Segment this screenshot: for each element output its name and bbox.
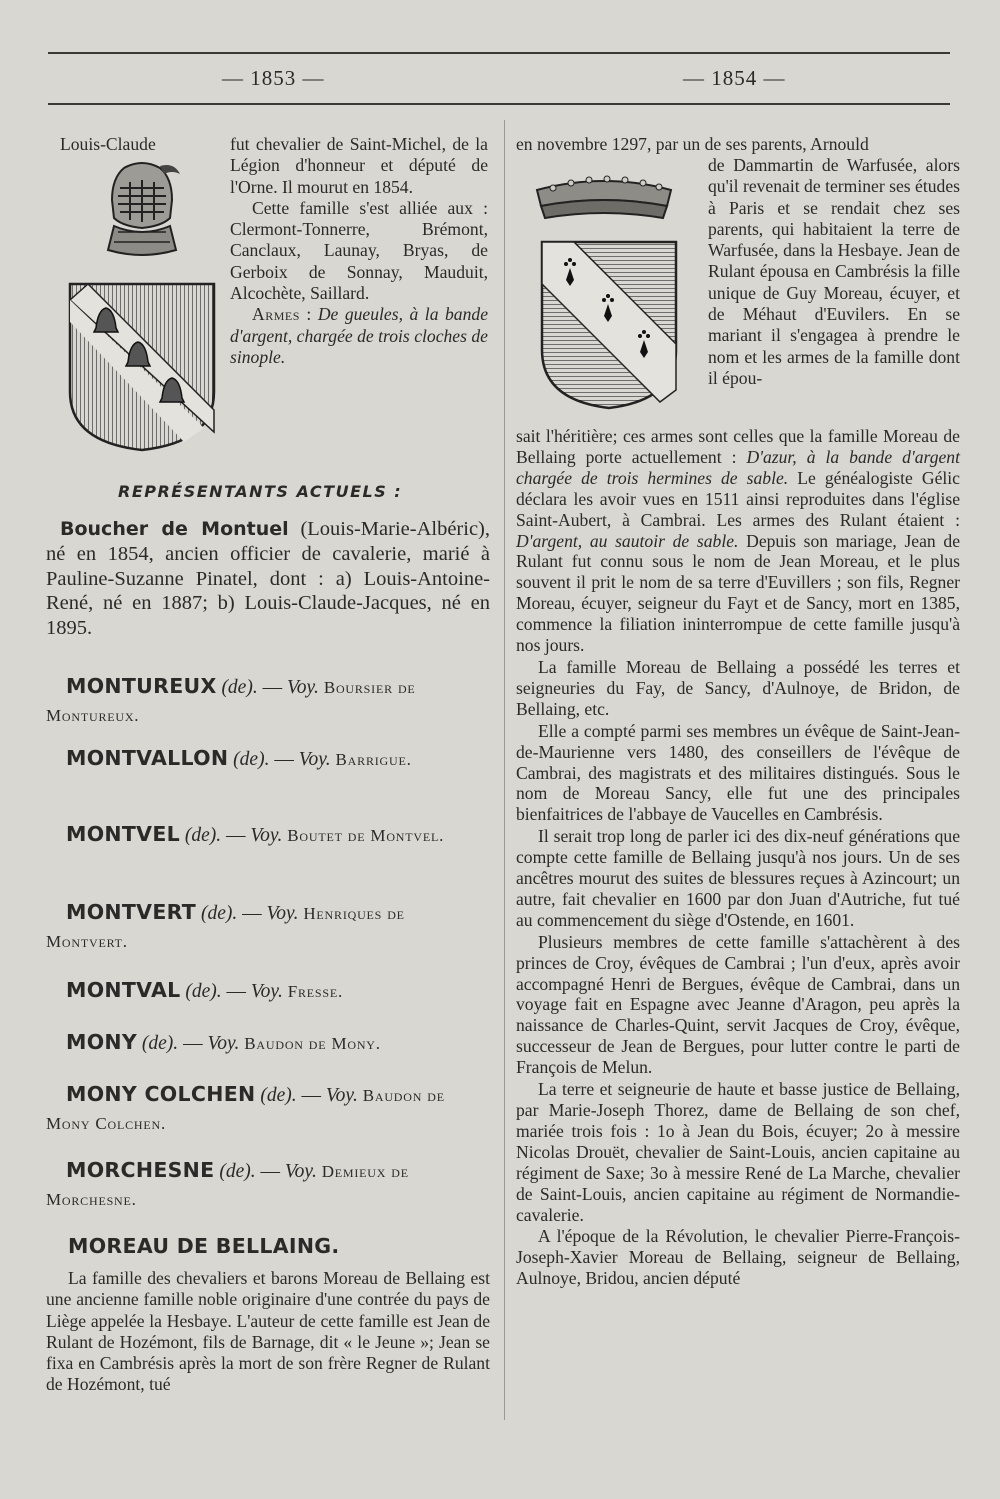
representatives-title: REPRÉSENTANTS ACTUELS : (118, 482, 403, 501)
entry-see: Voy. (250, 981, 283, 1002)
entry-particle: (de). (233, 749, 270, 770)
members-paragraph: Elle a compté parmi ses membres un évêque de Saint-Jean-de-Maurienne vers 1480, des conseillers de l'évêque de Cambrai, des magistrats et des militaires distingués. Sous le nom de Moreau Sancy, elle fut une des principales bienfaitrices de l'abbaye de Vaucelles en Cambrésis. (516, 720, 960, 825)
entry-montvel: MONTVEL (de). — Voy. Boutet de Montvel. (66, 822, 445, 846)
top-rule (48, 52, 950, 54)
entry-particle: (de). (260, 1085, 297, 1106)
representative-name: Boucher de Montuel (60, 518, 289, 540)
entry-montvallon: MONTVALLON (de). — Voy. Barrigue. (66, 746, 412, 770)
entry-reference: Baudon de Mony Colchen. (46, 1086, 445, 1133)
alliances-paragraph: Cette famille s'est alliée aux : Clermont-Tonnerre, Brémont, Canclaux, Launay, Bryas, de Gerboix de Sonnay, Mauduit, Alcochète, Saillard. (230, 197, 488, 304)
text-run: sait l'héritière; ces armes sont celles que la famille Moreau de Bellaing porte actuellement : (516, 426, 960, 467)
helmet-icon (102, 160, 182, 260)
generations-paragraph: Il serait trop long de parler ici des dix-neuf générations que compte cette famille de Bellaing jusqu'à nos jours. Un de ses ancêtres mourut des suites de blessures reçues à Azincourt; un autre, fait chevalier en 1600 par don Juan d'Autriche, fut tué au commencement du siège d'Ostende, en 1601. (516, 826, 960, 930)
entry-see: Voy. (284, 1161, 317, 1182)
coat-of-arms-bells-icon (68, 282, 216, 452)
entry-headword: MONY COLCHEN (66, 1082, 256, 1106)
entry-headword: MONTVALLON (66, 746, 229, 770)
entry-particle: (de). (221, 677, 258, 698)
entry-particle: (de). (200, 903, 238, 924)
entry-particle: (de). (185, 981, 222, 1002)
entry-reference: Barrigue. (335, 750, 412, 769)
right-body (516, 426, 960, 1290)
entry-see: Voy. (207, 1033, 240, 1054)
entry-montvert: MONTVERT (de). — Voy. Henriques de Montvert. (46, 900, 405, 951)
entry-reference: Fresse. (287, 982, 344, 1001)
arms-blazon: De gueules, à la bande d'argent, chargée de trois cloches de sinople. (230, 304, 488, 367)
entry-montureux: MONTUREUX (de). — Voy. Boursier de Montureux. (46, 674, 416, 725)
text-run: Le généalogiste Gélic déclara les avoir vues en 1511 ainsi reproduites dans l'église Saint-Aubert, à Cambrai. Les armes des Rulant étaient : (516, 467, 960, 530)
entry-headword: MORCHESNE (66, 1158, 215, 1182)
right-first-line: en novembre 1297, par un de ses parents, Arnould (516, 134, 869, 154)
entry-montval: MONTVAL (de). — Voy. Fresse. (66, 978, 344, 1002)
representative-entry (46, 517, 490, 641)
arms-label: Armes (252, 304, 300, 325)
entry-mony-colchen: MONY COLCHEN (de). — Voy. Baudon de Mony Colchen. (46, 1082, 445, 1133)
moreau-intro: La famille des chevaliers et barons Moreau de Bellaing est une ancienne famille noble originaire d'une contrée du pays de Liège appelée la Hesbaye. L'auteur de cette famille est Jean de Rulant de Hozémont, fils de Barnage, dit « le Jeune »; Jean se fixa en Cambrésis après la mort de son frère Regner de Rulant de Hozémont, tué (46, 1268, 490, 1395)
lands-paragraph: La famille Moreau de Bellaing a possédé les terres et seigneuries du Fay, de Sancy, d'Aulnoye, de Bridon, de Bellaing, etc. (516, 656, 960, 719)
revolution-paragraph: A l'époque de la Révolution, le chevalier Pierre-François-Joseph-Xavier Moreau de Bellaing, seigneur de Bellaing, Aulnoye, Bridou, ancien député (516, 1226, 960, 1289)
entry-see: Voy. (298, 749, 331, 770)
section-title: MOREAU DE BELLAING. (68, 1234, 340, 1258)
entry-particle: (de). (219, 1161, 256, 1182)
right-wrap-paragraph: de Dammartin de Warfusée, alors qu'il revenait de terminer ses études à Paris et se rendait chez ses parents, qui habitaient la terre de Warfusée, dans la Hesbaye. Jean de Rulant épousa en Cambrésis la fille unique de Guy Moreau, écuyer, et de Méhaut d'Euvilers. En se mariant il s'engagea à prendre le nom et les armes de la famille dont il épou- (708, 155, 960, 388)
text-run: Depuis son mariage, Jean de Rulant fut connu sous le nom de Jean Moreau, et le plus souvent il prit le nom de sa terre d'Euvillers ; son fils, Regner Moreau, écuyer, seigneur du Fayt et de Sancy, mort en 1385, commence la filiation ininterrompue de cette famille jusqu'à nos jours. (516, 530, 960, 656)
entry-particle: (de). (184, 825, 222, 846)
entry-see: Voy. (266, 903, 299, 924)
croy-paragraph: Plusieurs membres de cette famille s'attachèrent à des princes de Croy, évêques de Cambrai ; l'un d'eux, après avoir accompagné Henri de Bergues, évêque de Cambrai, dans un voyage fait en Espagne avec Jeanne d'Aragon, peu après la naissance de Charles-Quint, servit Jacques de Croy, évêque, successeur de Jean de Bergues, pour lutter contre le parti de François de Melun. (516, 931, 960, 1078)
entry-headword: MONTUREUX (66, 674, 217, 698)
entry-see: Voy. (325, 1085, 358, 1106)
entry-particle: (de). (141, 1033, 179, 1054)
entry-headword: MONY (66, 1030, 138, 1054)
lead-name: Louis-Claude (60, 134, 156, 154)
column-separator (504, 120, 505, 1420)
arms-history-paragraph (516, 426, 960, 656)
entry-morchesne: MORCHESNE (de). — Voy. Demieux de Morchesne. (46, 1158, 409, 1209)
intro-paragraph: fut chevalier de Saint-Michel, de la Légion d'honneur et député de l'Orne. Il mourut en 1854. (230, 134, 488, 197)
bellaing-paragraph: La terre et seigneurie de haute et basse justice de Bellaing, par Marie-Joseph Thorez, dame de Bellaing de son chef, mariée trois fois : 1o à Jean du Bois, écuyer; 2o à messire Nicolas Drouët, chevalier de Saint-Louis, ancien capitaine au régiment de Saxe; 3o à messire René de La Marche, chevalier de Saint-Louis, ancien capitaine au régiment de Normandie-cavalerie. (516, 1079, 960, 1225)
arms-blazon-rulant: D'argent, au sautoir de sable. (516, 530, 739, 551)
left-intro (230, 134, 488, 368)
entry-headword: MONTVERT (66, 900, 197, 924)
entry-reference: Henriques de Montvert. (46, 904, 405, 951)
representative-details: (Louis-Marie-Albéric), né en 1854, ancien officier de cavalerie, marié à Pauline-Suzanne Pinatel, dont : a) Louis-Antoine-René, né en 1887; b) Louis-Claude-Jacques, né en 1895. (46, 518, 490, 640)
entry-headword: MONTVAL (66, 978, 181, 1002)
baron-crown-icon (533, 172, 675, 220)
header-rule (48, 103, 950, 105)
entry-headword: MONTVEL (66, 822, 180, 846)
entry-reference: Demieux de Morchesne. (46, 1162, 409, 1209)
arms-blazon: D'azur, à la bande d'argent chargée de trois hermines de sable. (516, 446, 960, 488)
entry-see: Voy. (286, 677, 319, 698)
coat-of-arms-ermines-icon (540, 240, 678, 410)
entry-reference: Boutet de Montvel. (287, 826, 445, 845)
entry-mony: MONY (de). — Voy. Baudon de Mony. (66, 1030, 381, 1054)
arms-paragraph: Armes : De gueules, à la bande d'argent, chargée de trois cloches de sinople. (230, 304, 488, 367)
left-page-number: — 1853 — (222, 66, 325, 90)
entry-reference: Boursier de Montureux. (46, 678, 416, 725)
right-page-number: — 1854 — (683, 66, 786, 90)
entry-reference: Baudon de Mony. (244, 1034, 381, 1053)
entry-see: Voy. (250, 825, 283, 846)
